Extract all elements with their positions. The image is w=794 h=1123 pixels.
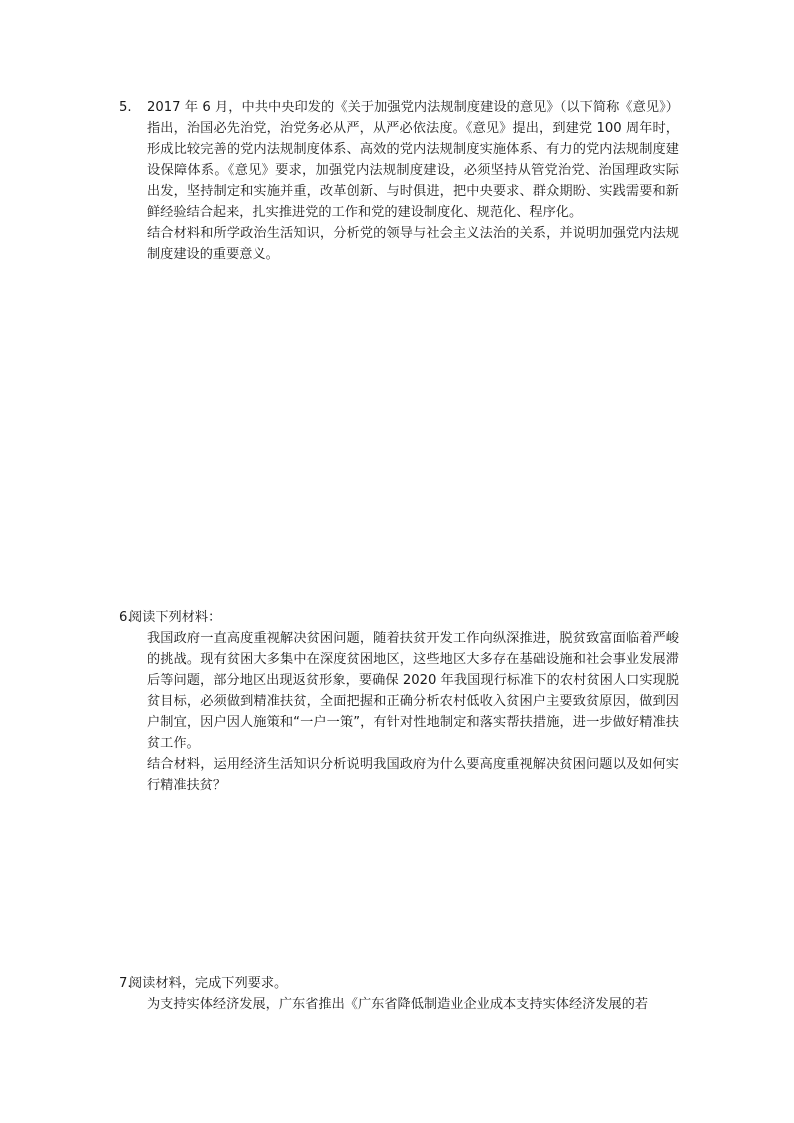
- question-6: [119, 607, 679, 796]
- material-paragraph: 我国政府一直高度重视解决贫困问题，随着扶贫开发工作向纵深推进，脱贫致富面临着严峻的挑战。现有贫困大多集中在深度贫困地区，这些地区大多存在基础设施和社会事业发展滞后等问题，部分地区出现返贫形象，要确保 2020 年我国现行标准下的农村贫困人口实现脱贫目标，必须做到精准扶贫，全面把握和正确分析农村低收入贫困户主要致贫原因，做到因户制宜，因户因人施策和“一户一策”，有针对性地制定和落实帮扶措施，进一步做好精准扶贫工作。: [147, 631, 679, 751]
- material-paragraph: 为支持实体经济发展，广东省推出《广东省降低制造业企业成本支持实体经济发展的若: [147, 997, 649, 1012]
- question-7: [119, 973, 679, 1015]
- material-paragraph: 2017 年 6 月，中共中央印发的《关于加强党内法规制度建设的意见》（以下简称《意见》）指出，治国必先治党，治党务必从严，从严必依法度。《意见》提出，到建党 100 周年时，形成比较完善的党内法规制度体系、高效的党内法规制度实施体系、有力的党内法规制度建设保障体系。《意见》要求，加强党内法规制度建设，必须坚持从管党治党、治国理政实际出发，坚持制定和实施并重，改革创新、与时俱进，把中央要求、群众期盼、实践需要和新鲜经验结合起来，扎实推进党的工作和党的建设制度化、规范化、程序化。: [147, 100, 679, 220]
- question-number: 5.: [119, 100, 132, 115]
- question-5: [119, 97, 679, 265]
- question-number: 6.: [119, 610, 132, 625]
- question-prompt: 结合材料和所学政治生活知识，分析党的领导与社会主义法治的关系，并说明加强党内法规制度建设的重要意义。: [147, 226, 679, 262]
- question-number: 7.: [119, 976, 132, 991]
- question-prompt: 结合材料，运用经济生活知识分析说明我国政府为什么要高度重视解决贫困问题以及如何实行精准扶贫？: [147, 757, 679, 793]
- question-intro: 阅读材料，完成下列要求。: [129, 976, 288, 991]
- question-intro: 阅读下列材料：: [129, 610, 222, 625]
